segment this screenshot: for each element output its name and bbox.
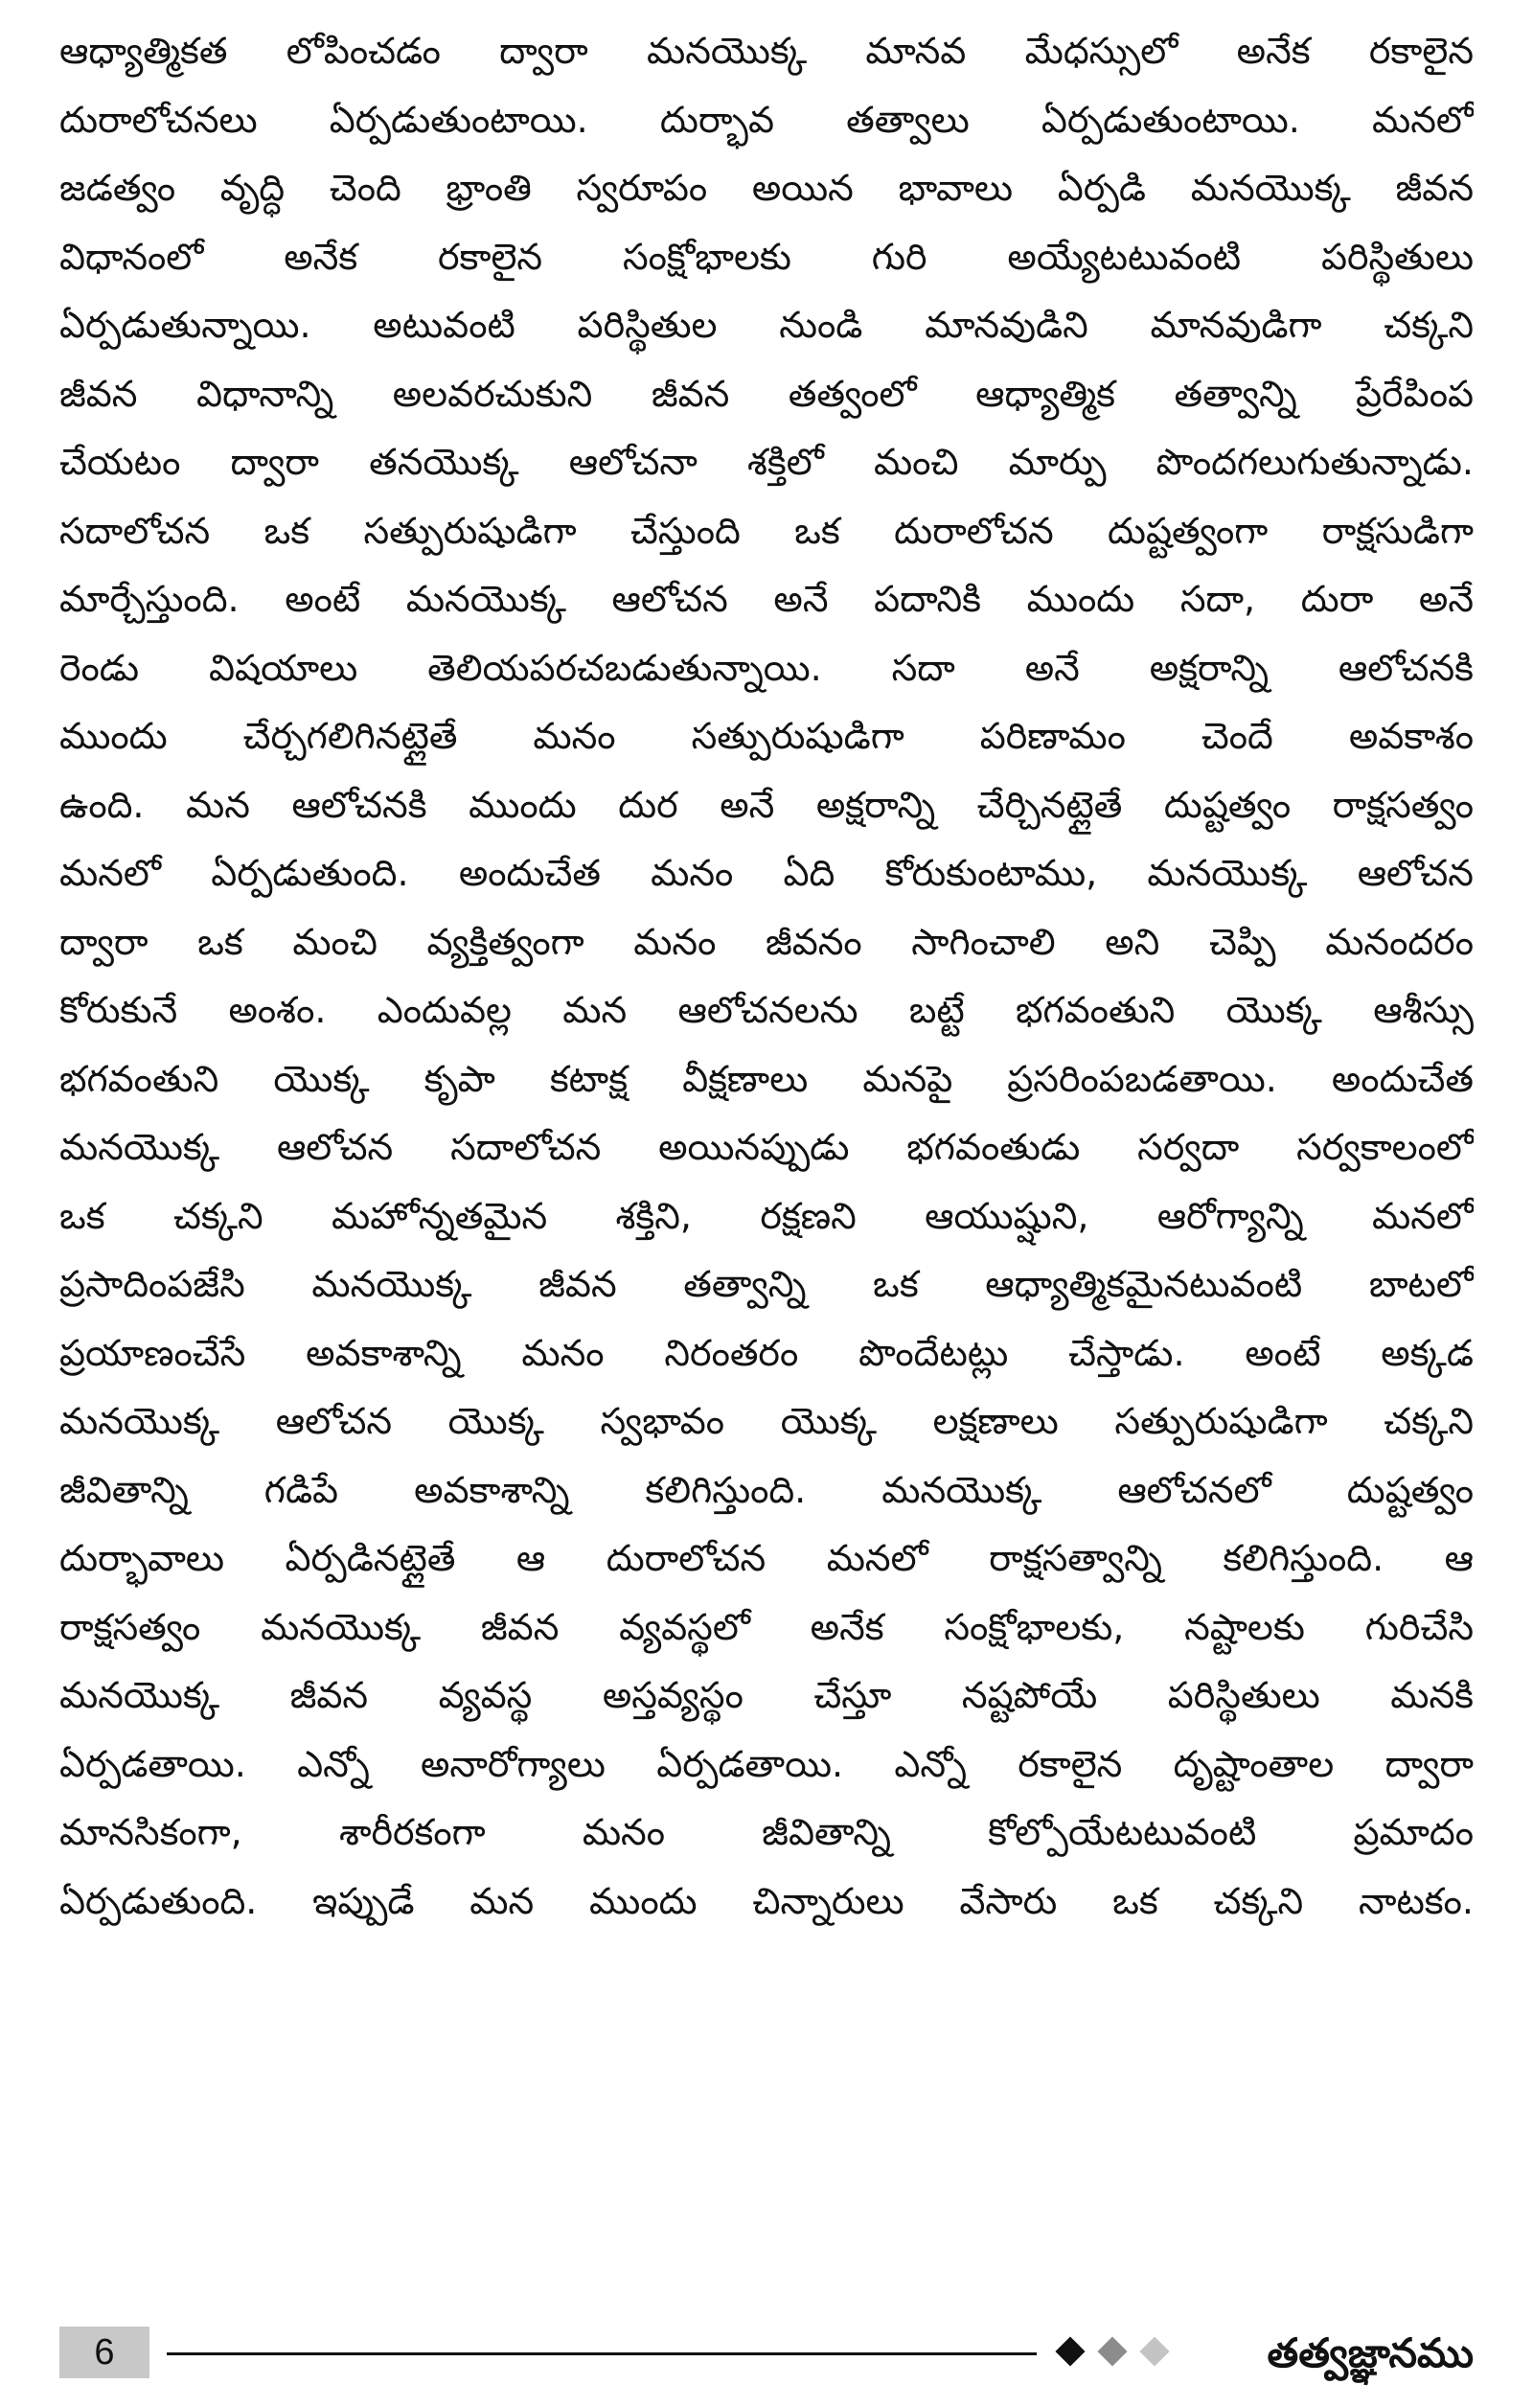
- page-number: 6: [59, 2327, 149, 2378]
- text-line: మనయొక్క జీవన వ్యవస్థ అస్తవ్యస్థం చేస్తూ నష్టపోయే పరిస్థితులు మనకి: [59, 1674, 1474, 1716]
- text-line: సదాలోచన ఒక సత్పురుషుడిగా చేస్తుంది ఒక దురాలోచన దుష్టత్వంగా రాక్షసుడిగా: [59, 509, 1474, 552]
- diamond-dark-icon: [1055, 2336, 1085, 2366]
- text-line: రెండు విషయాలు తెలియపరచబడుతున్నాయి. సదా అనే అక్షరాన్ని ఆలోచనకి: [59, 646, 1474, 689]
- text-line: ఆధ్యాత్మికత లోపించడం ద్వారా మనయొక్క మానవ మేధస్సులో అనేక రకాలైన: [59, 30, 1474, 72]
- text-line: దురాలోచనలు ఏర్పడుతుంటాయి. దుర్భావ తత్వాలు ఏర్పడుతుంటాయి. మనలో: [59, 98, 1474, 141]
- text-line: జీవన విధానాన్ని అలవరచుకుని జీవన తత్వంలో ఆధ్యాత్మిక తత్వాన్ని ప్రేరేపింప: [59, 372, 1474, 415]
- text-line: మనయొక్క ఆలోచన యొక్క స్వభావం యొక్క లక్షణాలు సత్పురుషుడిగా చక్కని: [59, 1400, 1474, 1442]
- text-line: ద్వారా ఒక మంచి వ్యక్తిత్వంగా మనం జీవనం సాగించాలి అని చెప్పి మనందరం: [59, 920, 1474, 963]
- text-line: ఏర్పడుతున్నాయి. అటువంటి పరిస్థితుల నుండి మానవుడిని మానవుడిగా చక్కని: [59, 304, 1474, 346]
- diamond-light-icon: [1139, 2336, 1169, 2366]
- text-line: ఏర్పడుతుంది. ఇప్పుడే మన ముందు చిన్నారులు వేసారు ఒక చక్కని నాటకం.: [59, 1879, 1474, 1922]
- body-text: [59, 17, 1474, 1936]
- footer-rule: [167, 2352, 1037, 2355]
- text-line: ఉంది. మన ఆలోచనకి ముందు దుర అనే అక్షరాన్ని చేర్చినట్లైతే దుష్టత్వం రాక్షసత్వం: [59, 783, 1474, 826]
- text-line: రాక్షసత్వం మనయొక్క జీవన వ్యవస్థలో అనేక సంక్షోభాలకు, నష్టాలకు గురిచేసి: [59, 1605, 1474, 1648]
- book-title: తత్వజ్ఞానము: [1267, 2329, 1474, 2376]
- text-line: ప్రయాణంచేసే అవకాశాన్ని మనం నిరంతరం పొందేటట్లు చేస్తాడు. అంటే అక్కడ: [59, 1331, 1474, 1374]
- text-line: జీవితాన్ని గడిపే అవకాశాన్ని కలిగిస్తుంది. మనయొక్క ఆలోచనలో దుష్టత్వం: [59, 1468, 1474, 1511]
- page-footer: [59, 2323, 1474, 2384]
- text-line: జడత్వం వృద్ధి చెంది భ్రాంతి స్వరూపం అయిన భావాలు ఏర్పడి మనయొక్క జీవన: [59, 167, 1474, 209]
- text-line: విధానంలో అనేక రకాలైన సంక్షోభాలకు గురి అయ్యేటటువంటి పరిస్థితులు: [59, 235, 1474, 278]
- text-line: చేయటం ద్వారా తనయొక్క ఆలోచనా శక్తిలో మంచి మార్పు పొందగలుగుతున్నాడు.: [59, 441, 1474, 483]
- text-line: కోరుకునే అంశం. ఎందువల్ల మన ఆలోచనలను బట్టే భగవంతుని యొక్క ఆశీస్సు: [59, 989, 1474, 1031]
- text-line: మార్చేస్తుంది. అంటే మనయొక్క ఆలోచన అనే పదానికి ముందు సదా, దురా అనే: [59, 578, 1474, 620]
- text-line: ఒక చక్కని మహోన్నతమైన శక్తిని, రక్షణని ఆయుష్షుని, ఆరోగ్యాన్ని మనలో: [59, 1194, 1474, 1237]
- text-line: దుర్భావాలు ఏర్పడినట్లైతే ఆ దురాలోచన మనలో రాక్షసత్వాన్ని కలిగిస్తుంది. ఆ: [59, 1537, 1474, 1579]
- text-line: ప్రసాదింపజేసి మనయొక్క జీవన తత్వాన్ని ఒక ఆధ్యాత్మికమైనటువంటి బాటలో: [59, 1263, 1474, 1305]
- text-line: భగవంతుని యొక్క కృపా కటాక్ష వీక్షణాలు మనపై ప్రసరింపబడతాయి. అందుచేత: [59, 1057, 1474, 1100]
- diamond-medium-icon: [1097, 2336, 1127, 2366]
- text-line: మానసికంగా, శారీరకంగా మనం జీవితాన్ని కోల్పోయేటటువంటి ప్రమాదం: [59, 1811, 1474, 1853]
- text-line: మనలో ఏర్పడుతుంది. అందుచేత మనం ఏది కోరుకుంటాము, మనయొక్క ఆలోచన: [59, 852, 1474, 894]
- text-line: ఏర్పడతాయి. ఎన్నో అనారోగ్యాలు ఏర్పడతాయి. ఎన్నో రకాలైన దృష్టాంతాల ద్వారా: [59, 1742, 1474, 1785]
- text-line: మనయొక్క ఆలోచన సదాలోచన అయినప్పుడు భగవంతుడు సర్వదా సర్వకాలంలో: [59, 1126, 1474, 1168]
- text-line: ముందు చేర్చగలిగినట్లైతే మనం సత్పురుషుడిగా పరిణామం చెందే అవకాశం: [59, 715, 1474, 757]
